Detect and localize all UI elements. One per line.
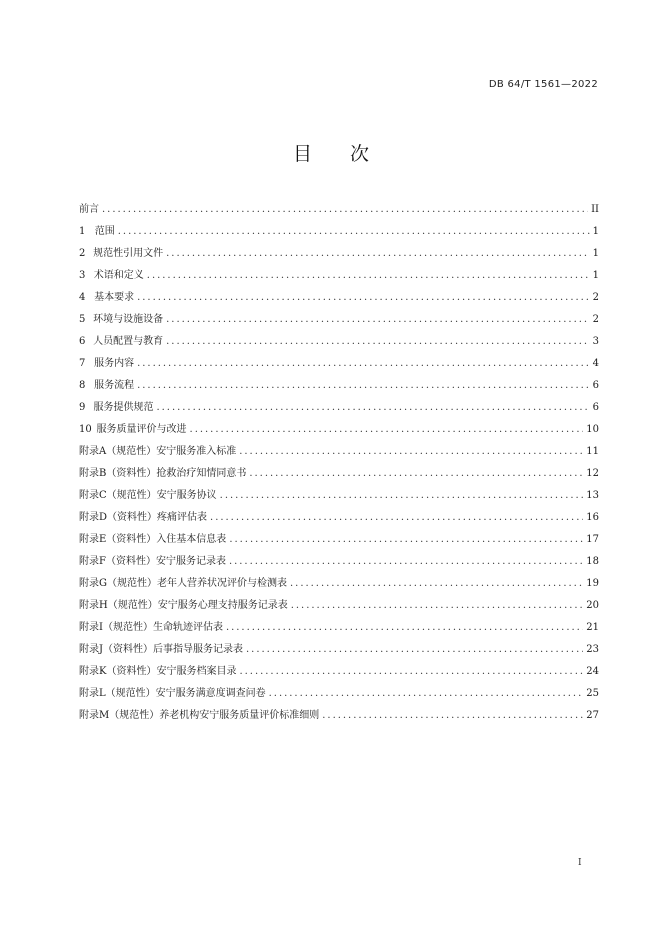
toc-entry-page: 2 — [592, 292, 599, 303]
toc-entry[interactable] — [79, 551, 599, 573]
toc-entry[interactable] — [79, 661, 599, 683]
toc-entry-page: 18 — [586, 556, 599, 567]
toc-dot-leader — [102, 199, 588, 221]
toc-entry[interactable] — [79, 419, 599, 441]
toc-entry-number: 2 — [79, 248, 86, 259]
toc-entry-page: 6 — [592, 380, 599, 391]
toc-dot-leader — [322, 705, 583, 727]
toc-entry-page: 1 — [592, 248, 599, 259]
toc-entry-label: 养老机构安宁服务质量评价标准细则 — [159, 710, 320, 721]
toc-entry-label: 入住基本信息表 — [156, 534, 227, 545]
toc-dot-leader — [156, 397, 589, 419]
toc-entry[interactable] — [79, 507, 599, 529]
toc-entry-label: 安宁服务满意度调查问卷 — [155, 688, 266, 699]
toc-entry-label: 服务流程 — [94, 380, 135, 391]
toc-entry-page: 3 — [592, 336, 599, 347]
toc-entry-number: 4 — [79, 292, 86, 303]
document-code: DB 64/T 1561—2022 — [488, 79, 598, 90]
toc-entry-number: 附录B（资料性） — [79, 468, 157, 479]
toc-entry-number: 附录D（资料性） — [79, 512, 158, 523]
toc-entry-label: 服务质量评价与改进 — [96, 424, 187, 435]
toc-entry[interactable] — [79, 287, 599, 309]
toc-entry-number: 附录J（资料性） — [79, 644, 154, 655]
toc-entry[interactable] — [79, 441, 599, 463]
toc-entry[interactable] — [79, 331, 599, 353]
toc-entry-number: 附录E（资料性） — [79, 534, 157, 545]
toc-entry-number: 附录M（规范性） — [79, 710, 160, 721]
toc-entry[interactable] — [79, 705, 599, 727]
toc-entry[interactable] — [79, 265, 599, 287]
toc-entry-number: 8 — [79, 380, 86, 391]
toc-entry-number: 附录A（规范性） — [79, 446, 157, 457]
toc-entry[interactable] — [79, 309, 599, 331]
toc-dot-leader — [229, 529, 583, 551]
toc-entry-label: 服务内容 — [94, 358, 135, 369]
toc-entry[interactable] — [79, 529, 599, 551]
toc-entry-label: 服务提供规范 — [93, 402, 154, 413]
toc-entry-page: 11 — [586, 446, 599, 457]
toc-entry-label: 安宁服务心理支持服务记录表 — [157, 600, 288, 611]
toc-dot-leader — [246, 639, 583, 661]
toc-entry-label: 安宁服务协议 — [156, 490, 217, 501]
toc-entry-label: 前言 — [79, 204, 99, 215]
toc-dot-leader — [166, 309, 589, 331]
toc-entry-label: 抢救治疗知情同意书 — [156, 468, 247, 479]
toc-dot-leader — [190, 419, 584, 441]
toc-dot-leader — [291, 595, 584, 617]
toc-entry-page: 16 — [586, 512, 599, 523]
toc-entry-number: 附录K（资料性） — [79, 666, 157, 677]
toc-entry-number: 附录H（规范性） — [79, 600, 158, 611]
toc-entry-number: 3 — [79, 270, 86, 281]
toc-entry-label: 安宁服务准入标准 — [156, 446, 237, 457]
toc-entry[interactable] — [79, 485, 599, 507]
toc-entry-label: 安宁服务记录表 — [155, 556, 226, 567]
toc-dot-leader — [166, 243, 589, 265]
toc-entry-number: 附录I（规范性） — [79, 622, 153, 633]
toc-entry[interactable] — [79, 617, 599, 639]
toc-entry-label: 术语和定义 — [93, 270, 144, 281]
toc-entry-page: 17 — [586, 534, 599, 545]
toc-entry-number: 6 — [79, 336, 86, 347]
toc-entry[interactable] — [79, 397, 599, 419]
toc-entry[interactable] — [79, 639, 599, 661]
toc-entry-number: 附录L（规范性） — [79, 688, 156, 699]
toc-entry[interactable] — [79, 683, 599, 705]
toc-dot-leader — [147, 265, 590, 287]
toc-entry-label: 范围 — [94, 226, 115, 237]
toc-entry-page: 10 — [586, 424, 599, 435]
toc-entry[interactable] — [79, 375, 599, 397]
toc-entry-label: 规范性引用文件 — [93, 248, 164, 259]
toc-dot-leader — [210, 507, 583, 529]
toc-entry-page: 4 — [592, 358, 599, 369]
toc-entry[interactable] — [79, 353, 599, 375]
toc-entry[interactable] — [79, 463, 599, 485]
toc-entry-page: 13 — [586, 490, 599, 501]
toc-entry-page: 2 — [592, 314, 599, 325]
toc-entry-page: 27 — [586, 710, 599, 721]
toc-dot-leader — [239, 441, 583, 463]
toc-entry-number: 7 — [79, 358, 86, 369]
toc-entry-page: II — [591, 204, 599, 215]
toc-entry-page: 19 — [586, 578, 599, 589]
toc-entry-page: 1 — [592, 270, 599, 281]
toc-dot-leader — [137, 287, 590, 309]
toc-entry-label: 后事指导服务记录表 — [153, 644, 244, 655]
toc-dot-leader — [249, 463, 583, 485]
toc-entry-page: 24 — [586, 666, 599, 677]
toc-entry-page: 25 — [586, 688, 599, 699]
toc-entry-page: 12 — [586, 468, 599, 479]
page-title — [0, 139, 662, 166]
toc-entry-page: 21 — [586, 622, 599, 633]
toc-entry-number: 1 — [79, 226, 86, 237]
toc-entry[interactable] — [79, 199, 599, 221]
toc-dot-leader — [118, 221, 590, 243]
toc-entry-label: 环境与设施设备 — [93, 314, 164, 325]
toc-entry-page: 1 — [592, 226, 599, 237]
toc-dot-leader — [269, 683, 584, 705]
toc-dot-leader — [229, 551, 583, 573]
toc-dot-leader — [137, 375, 590, 397]
toc-entry-number: 9 — [79, 402, 86, 413]
toc-dot-leader — [239, 661, 583, 683]
toc-entry[interactable] — [79, 595, 599, 617]
toc-dot-leader — [226, 617, 583, 639]
toc-entry-number: 10 — [79, 424, 92, 435]
toc-dot-leader — [290, 573, 583, 595]
title-char-1: 目 — [292, 143, 312, 165]
toc-entry[interactable] — [79, 243, 599, 265]
toc-dot-leader — [166, 331, 589, 353]
toc-entry-number: 附录F（资料性） — [79, 556, 156, 567]
toc-entry-page: 20 — [586, 600, 599, 611]
toc-entry-label: 疼痛评估表 — [157, 512, 208, 523]
toc-entry-number: 附录G（规范性） — [79, 578, 157, 589]
toc-entry-number: 附录C（规范性） — [79, 490, 157, 501]
toc-entry[interactable] — [79, 573, 599, 595]
toc-entry[interactable] — [79, 221, 599, 243]
toc-dot-leader — [220, 485, 584, 507]
toc-entry-number: 5 — [79, 314, 86, 325]
toc-entry-label: 老年人营养状况评价与检测表 — [157, 578, 287, 589]
title-char-2: 次 — [350, 143, 370, 165]
page-number: I — [578, 858, 582, 868]
toc-entry-label: 人员配置与教育 — [93, 336, 164, 347]
toc-entry-page: 23 — [586, 644, 599, 655]
toc-dot-leader — [137, 353, 590, 375]
toc-entry-label: 基本要求 — [94, 292, 135, 303]
toc-entry-label: 安宁服务档案目录 — [156, 666, 237, 677]
toc-entry-label: 生命轨迹评估表 — [152, 622, 223, 633]
toc-entry-page: 6 — [592, 402, 599, 413]
table-of-contents — [79, 199, 599, 727]
